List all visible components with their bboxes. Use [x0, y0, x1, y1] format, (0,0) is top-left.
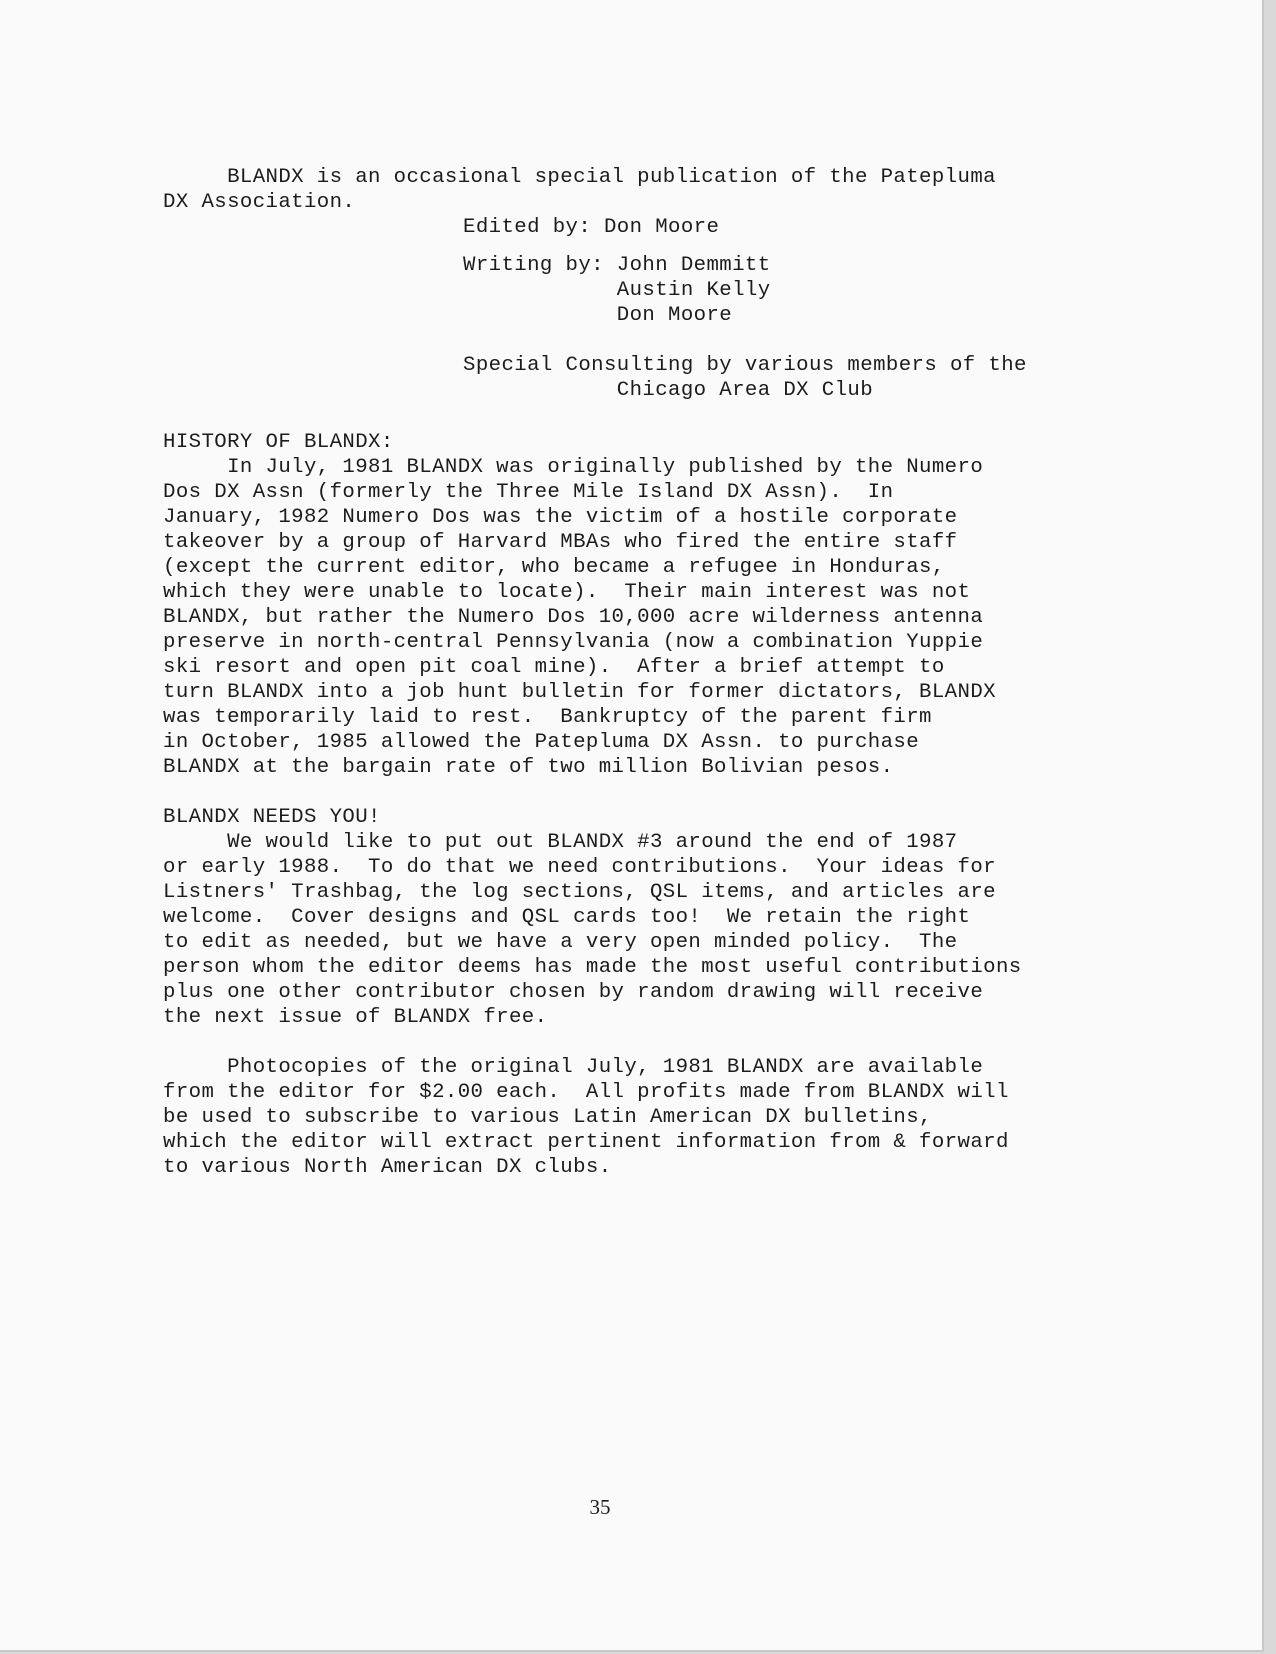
text-line: was temporarily laid to rest. Bankruptcy of the parent firm: [163, 706, 932, 729]
text-line: to various North American DX clubs.: [163, 1156, 612, 1179]
consulting-line: Special Consulting by various members of the: [463, 354, 1027, 377]
text-line: Photocopies of the original July, 1981 BLANDX are available: [163, 1056, 984, 1079]
text-line: person whom the editor deems has made the most useful contributions: [163, 956, 1022, 979]
text-line: turn BLANDX into a job hunt bulletin for former dictators, BLANDX: [163, 681, 996, 704]
text-line: in October, 1985 allowed the Patepluma DX Assn. to purchase: [163, 731, 920, 754]
text-line: BLANDX, but rather the Numero Dos 10,000 acre wilderness antenna: [163, 606, 984, 629]
text-line: In July, 1981 BLANDX was originally published by the Numero: [163, 456, 984, 479]
text-line: Listners' Trashbag, the log sections, QSL items, and articles are: [163, 881, 996, 904]
writing-by-line: Austin Kelly: [463, 279, 771, 302]
text-line: which the editor will extract pertinent information from & forward: [163, 1131, 1009, 1154]
text-line: (except the current editor, who became a refugee in Honduras,: [163, 556, 945, 579]
text-line: plus one other contributor chosen by random drawing will receive: [163, 981, 984, 1004]
text-line: BLANDX is an occasional special publication of the Patepluma: [163, 166, 996, 189]
text-line: or early 1988. To do that we need contributions. Your ideas for: [163, 856, 996, 879]
text-line: takeover by a group of Harvard MBAs who fired the entire staff: [163, 531, 958, 554]
text-line: January, 1982 Numero Dos was the victim of a hostile corporate: [163, 506, 958, 529]
text-line: to edit as needed, but we have a very open minded policy. The: [163, 931, 958, 954]
edited-by-line: Edited by: Don Moore: [463, 216, 720, 239]
text-line: which they were unable to locate). Their main interest was not: [163, 581, 971, 604]
text-line: welcome. Cover designs and QSL cards too! We retain the right: [163, 906, 971, 929]
text-line: We would like to put out BLANDX #3 around the end of 1987: [163, 831, 958, 854]
history-heading: HISTORY OF BLANDX:: [163, 431, 394, 454]
text-line: ski resort and open pit coal mine). After a brief attempt to: [163, 656, 945, 679]
text-line: from the editor for $2.00 each. All profits made from BLANDX will: [163, 1081, 1009, 1104]
writing-by-line: Don Moore: [463, 304, 733, 327]
writing-by-line: Writing by: John Demmitt: [463, 254, 771, 277]
needs-heading: BLANDX NEEDS YOU!: [163, 806, 381, 829]
text-line: BLANDX at the bargain rate of two million Bolivian pesos.: [163, 756, 894, 779]
consulting-line: Chicago Area DX Club: [463, 379, 874, 402]
text-line: DX Association.: [163, 191, 356, 214]
text-line: Dos DX Assn (formerly the Three Mile Island DX Assn). In: [163, 481, 894, 504]
text-line: preserve in north-central Pennsylvania (now a combination Yuppie: [163, 631, 984, 654]
text-line: be used to subscribe to various Latin American DX bulletins,: [163, 1106, 932, 1129]
page-number: 35: [589, 1495, 611, 1519]
text-line: the next issue of BLANDX free.: [163, 1006, 548, 1029]
